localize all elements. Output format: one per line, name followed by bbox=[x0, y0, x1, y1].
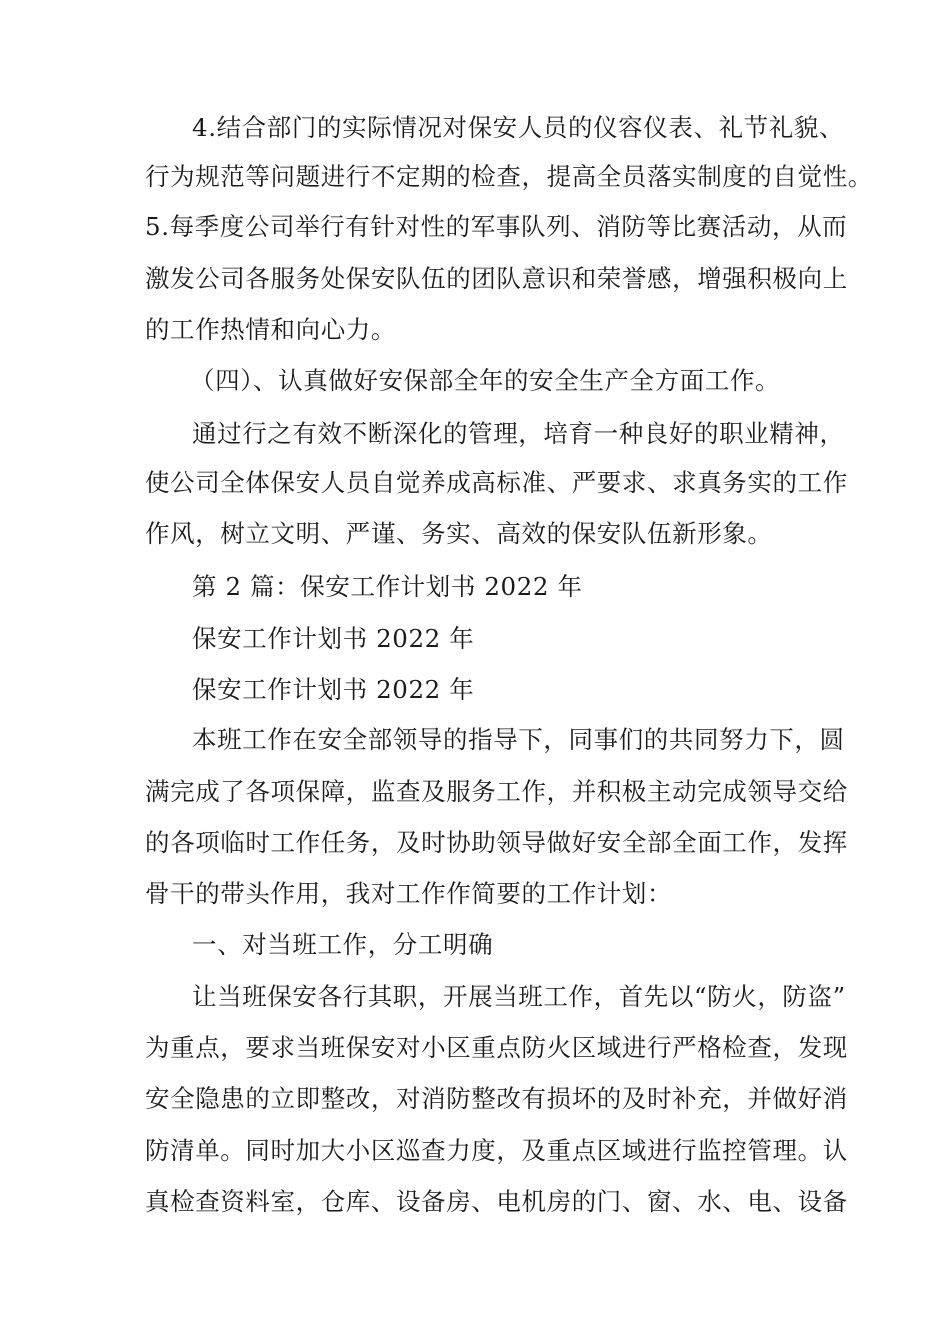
text-line: 骨干的带头作用，我对工作作简要的工作计划： bbox=[145, 879, 673, 908]
chapter-title: 第 2 篇：保安工作计划书 2022 年 bbox=[192, 572, 583, 601]
text-line: 为重点，要求当班保安对小区重点防火区域进行严格检查，发现 bbox=[145, 1033, 848, 1062]
plan-title: 保安工作计划书 2022 年 bbox=[192, 675, 475, 704]
section-heading: 一、对当班工作，分工明确 bbox=[192, 930, 494, 959]
text-line: 真检查资料室，仓库、设备房、电机房的门、窗、水、电、设备 bbox=[145, 1187, 848, 1216]
text-line: 作风，树立文明、严谨、务实、高效的保安队伍新形象。 bbox=[145, 519, 773, 548]
text-line: 安全隐患的立即整改，对消防整改有损坏的及时补充，并做好消 bbox=[145, 1084, 848, 1113]
text-line: 通过行之有效不断深化的管理，培育一种良好的职业精神， bbox=[192, 419, 845, 448]
text-line: 4.结合部门的实际情况对保安人员的仪容仪表、礼节礼貌、 bbox=[192, 113, 845, 142]
section-heading: （四）、认真做好安保部全年的安全生产全方面工作。 bbox=[190, 366, 781, 395]
text-line: 防清单。同时加大小区巡查力度，及重点区域进行监控管理。认 bbox=[145, 1136, 848, 1165]
text-line: 行为规范等问题进行不定期的检查，提高全员落实制度的自觉性。 bbox=[145, 162, 873, 191]
text-line: 使公司全体保安人员自觉养成高标准、严要求、求真务实的工作 bbox=[145, 468, 848, 497]
text-line: 的工作热情和向心力。 bbox=[145, 315, 396, 344]
text-line: 激发公司各服务处保安队伍的团队意识和荣誉感，增强积极向上 bbox=[145, 264, 848, 293]
text-line: 本班工作在安全部领导的指导下，同事们的共同努力下，圆 bbox=[192, 725, 845, 754]
text-line: 满完成了各项保障，监查及服务工作，并积极主动完成领导交给 bbox=[145, 777, 848, 806]
text-line: 5.每季度公司举行有针对性的军事队列、消防等比赛活动，从而 bbox=[145, 212, 848, 241]
text-line: 让当班保安各行其职，开展当班工作，首先以“防火，防盗” bbox=[192, 982, 846, 1011]
text-line: 的各项临时工作任务，及时协助领导做好安全部全面工作，发挥 bbox=[145, 828, 848, 857]
plan-title: 保安工作计划书 2022 年 bbox=[192, 624, 475, 653]
